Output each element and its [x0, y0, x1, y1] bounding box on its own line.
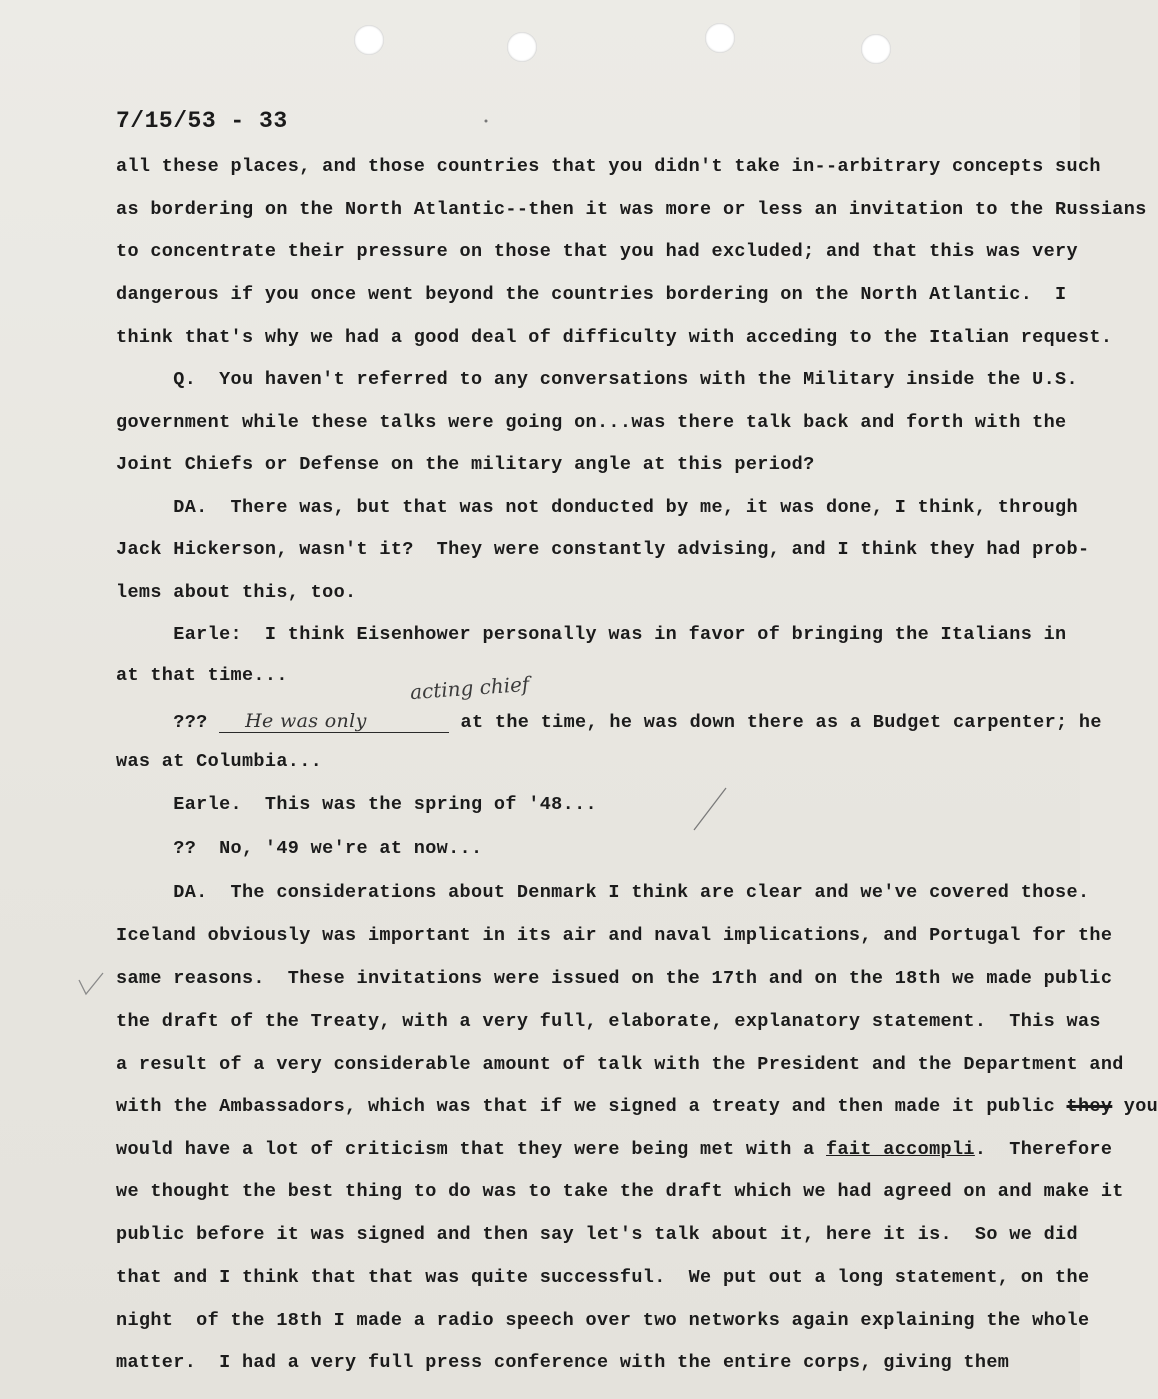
text-line: public before it was signed and then say let's talk about it, here it is. So we did: [116, 1224, 1078, 1245]
text-line: we thought the best thing to do was to take the draft which we had agreed on and make it: [116, 1181, 1124, 1202]
punch-hole-3: [705, 23, 735, 53]
speaker-label: ???: [116, 712, 208, 733]
handwritten-insertion: acting chief: [409, 671, 531, 705]
pencil-tick-mark: [690, 784, 730, 834]
text-line: matter. I had a very full press conference with the entire corps, giving them: [116, 1352, 1010, 1373]
text-line: was at Columbia...: [116, 751, 323, 772]
line-text: at the time, he was down there as a Budget carpenter; he: [460, 712, 1102, 733]
text-line-with-underline: [116, 1139, 1112, 1161]
text-line: as bordering on the North Atlantic--then it was more or less an invitation to the Russians: [116, 199, 1147, 220]
underlined-phrase: fait accompli: [826, 1139, 975, 1160]
line-text: with the Ambassadors, which was that if we signed a treaty and then made it public: [116, 1096, 1067, 1117]
punch-hole-2: [507, 32, 537, 62]
handwritten-annotation: He was only: [219, 710, 449, 733]
text-line: Jack Hickerson, wasn't it? They were constantly advising, and I think they had prob-: [116, 539, 1090, 560]
text-line-annotated: [116, 710, 1102, 734]
text-line: Q. You haven't referred to any conversations with the Military inside the U.S.: [116, 369, 1078, 390]
text-line: to concentrate their pressure on those that you had excluded; and that this was very: [116, 241, 1078, 262]
text-line: Earle: I think Eisenhower personally was in favor of bringing the Italians in: [116, 624, 1067, 645]
text-line: Joint Chiefs or Defense on the military angle at this period?: [116, 454, 815, 475]
punch-hole-1: [354, 25, 384, 55]
margin-check-mark: [76, 970, 106, 1000]
text-line: DA. There was, but that was not donducted by me, it was done, I think, through: [116, 497, 1078, 518]
text-line: all these places, and those countries that you didn't take in--arbitrary concepts such: [116, 156, 1101, 177]
struck-word: they: [1066, 1096, 1113, 1117]
text-line: lems about this, too.: [116, 582, 357, 603]
page-reference: 7/15/53 - 33: [116, 108, 288, 134]
text-line: DA. The considerations about Denmark I think are clear and we've covered those.: [116, 882, 1090, 903]
text-line: that and I think that that was quite successful. We put out a long statement, on the: [116, 1267, 1090, 1288]
text-line: night of the 18th I made a radio speech over two networks again explaining the whole: [116, 1310, 1090, 1331]
text-line-with-strike: [116, 1096, 1158, 1118]
punch-hole-4: [861, 34, 891, 64]
text-line: Iceland obviously was important in its air and naval implications, and Portugal for the: [116, 925, 1113, 946]
text-line: at that time...: [116, 665, 288, 686]
text-line: a result of a very considerable amount of talk with the President and the Department and: [116, 1054, 1124, 1075]
text-line: ?? No, '49 we're at now...: [116, 838, 483, 859]
line-text: you: [1112, 1096, 1158, 1117]
text-line: the draft of the Treaty, with a very full, elaborate, explanatory statement. This was: [116, 1011, 1101, 1032]
line-text: would have a lot of criticism that they were being met with a: [116, 1139, 827, 1160]
stray-dot: [483, 118, 489, 124]
text-line: same reasons. These invitations were issued on the 17th and on the 18th we made public: [116, 968, 1113, 989]
line-text: . Therefore: [974, 1139, 1113, 1160]
text-line: government while these talks were going on...was there talk back and forth with the: [116, 412, 1067, 433]
text-line: dangerous if you once went beyond the countries bordering on the North Atlantic. I: [116, 284, 1067, 305]
text-line: Earle. This was the spring of '48...: [116, 794, 597, 815]
text-line: think that's why we had a good deal of difficulty with acceding to the Italian request.: [116, 327, 1113, 348]
